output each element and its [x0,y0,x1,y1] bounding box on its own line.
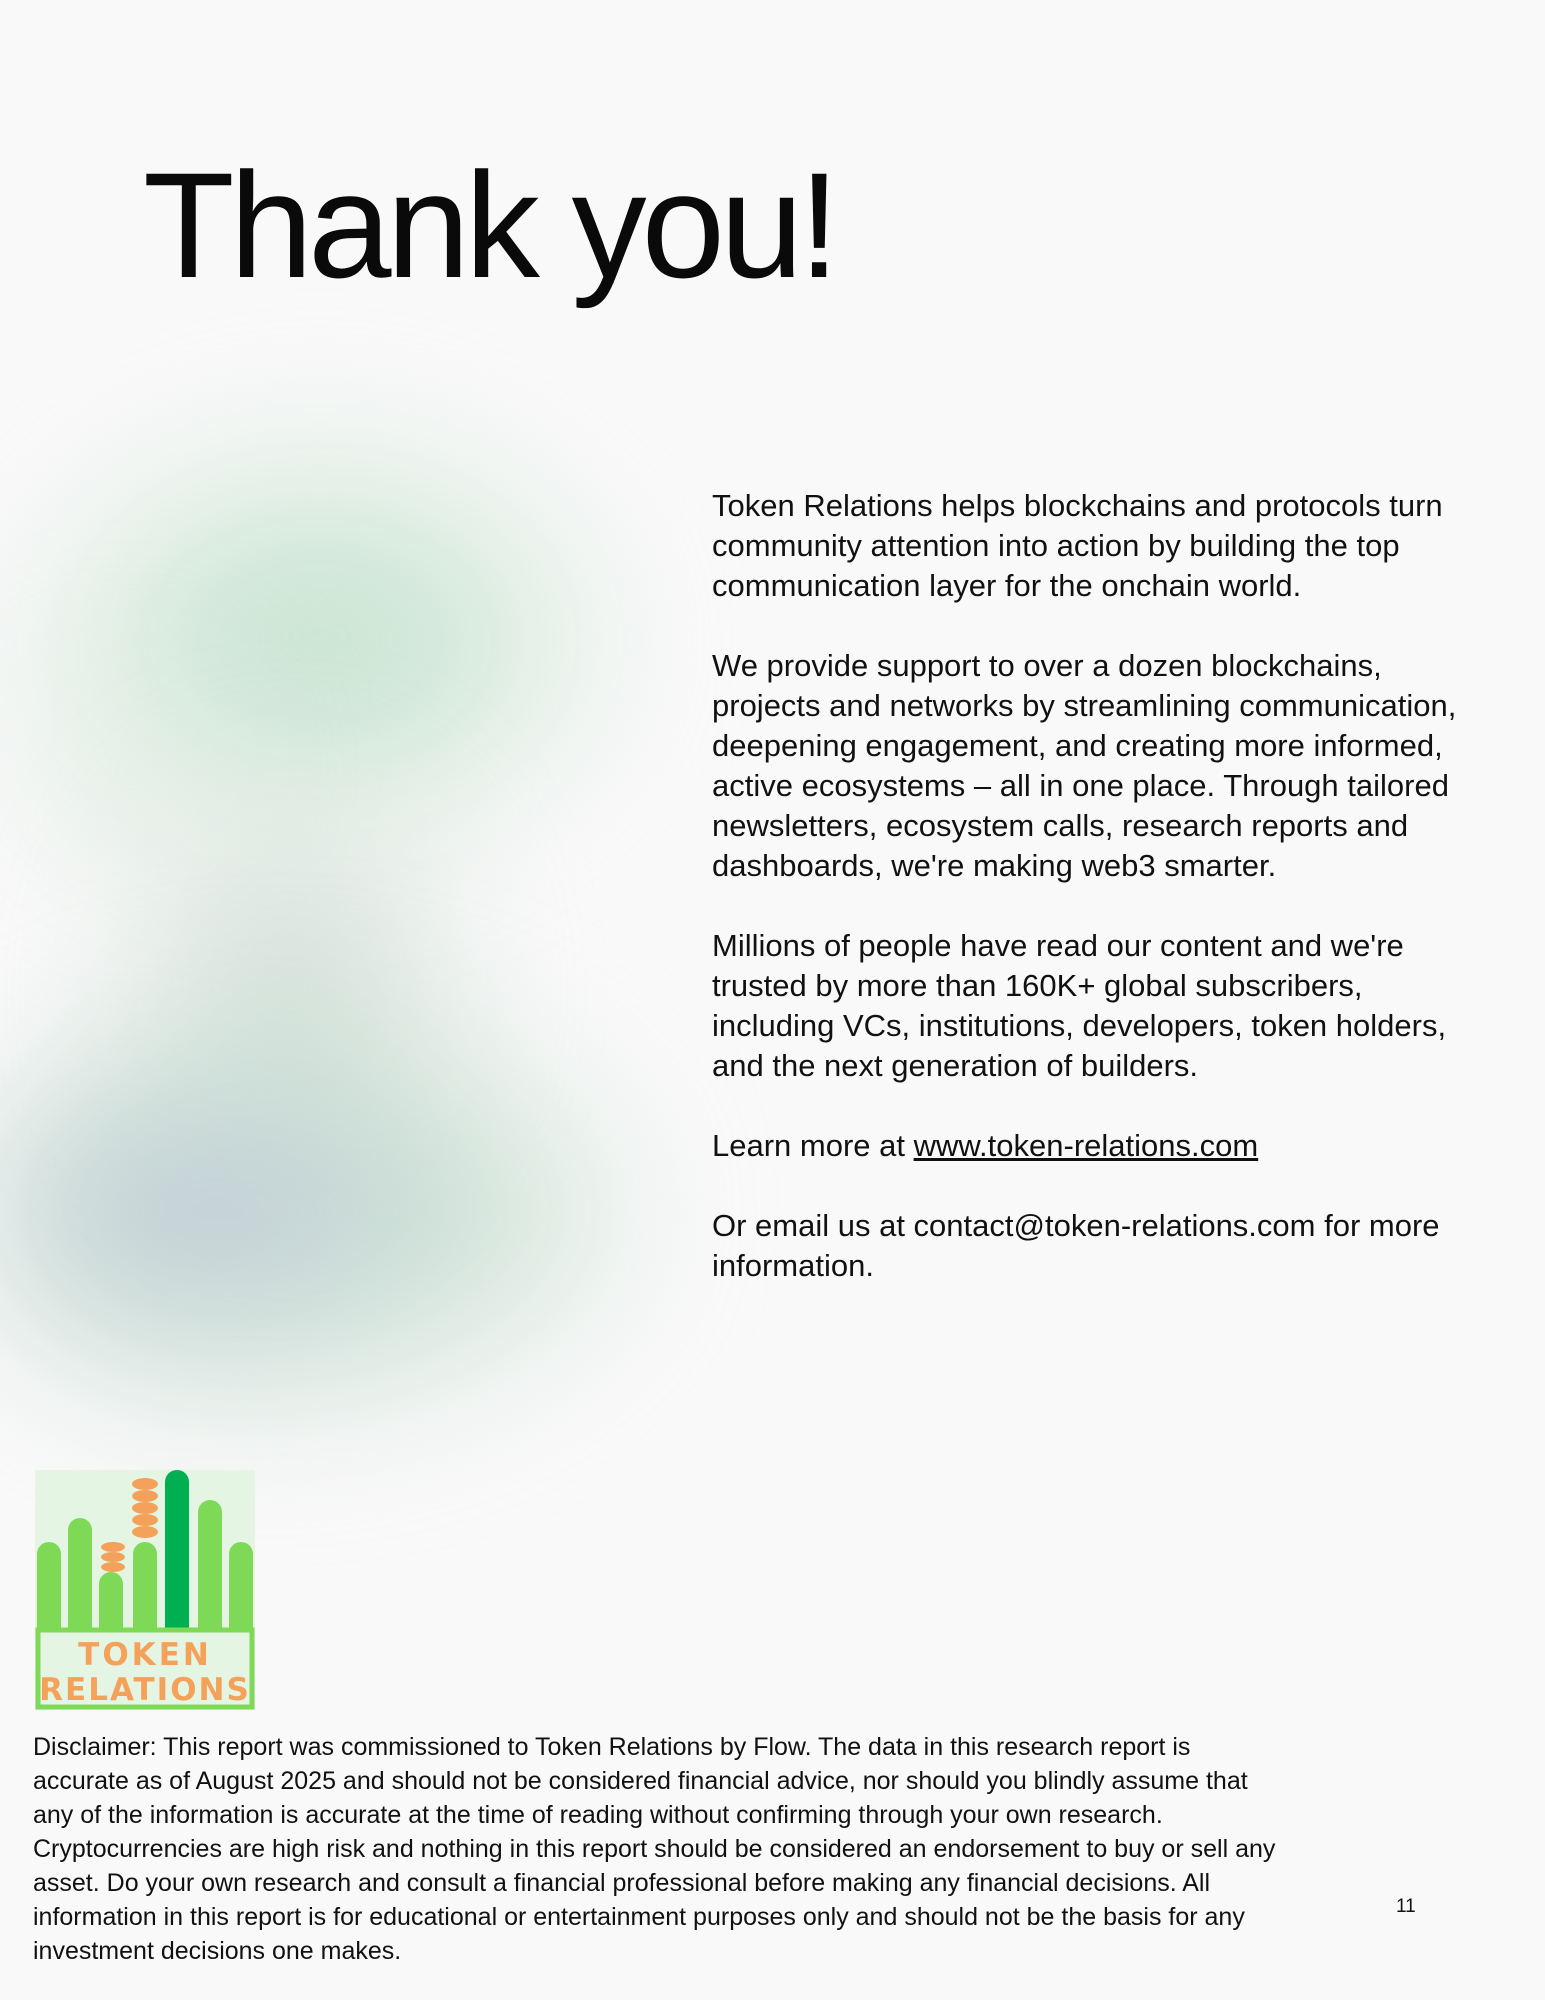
token-relations-logo [35,1470,255,1710]
logo-text-line2: RELATIONS [39,1672,251,1708]
background-gradient-blob [20,430,620,850]
logo-bar [133,1542,157,1642]
coin-stack-icon [101,1542,125,1572]
coin-stack-icon [132,1478,158,1538]
learn-more-paragraph [712,1126,1482,1166]
logo-bar [165,1470,189,1642]
logo-bar [229,1542,253,1642]
reach-paragraph: Millions of people have read our content and we're trusted by more than 160K+ global subscribers, including VCs, institutions, developers, token holders, and the next generation of builders. [712,928,1447,1083]
learn-more-label: Learn more at [712,1128,914,1163]
email-paragraph: Or email us at contact@token-relations.com for more information. [712,1208,1440,1283]
background-gradient-blob [120,780,460,1200]
page-title: Thank you! [143,141,836,309]
support-paragraph: We provide support to over a dozen blockchains, projects and networks by streamlining communication, deepening engagement, and creating more informed, active ecosystems – all in one place. Through tailored newsletters, ecosystem calls, research reports and dashboards, we're making web3 smarter. [712,648,1457,883]
page-number: 11 [1396,1896,1416,1917]
logo-text-line1: TOKEN [78,1637,212,1673]
disclaimer-text: Disclaimer: This report was commissioned to Token Relations by Flow. The data in this research report is accurate as of August 2025 and should not be considered financial advice, nor should you blindly assume that any of the information is accurate at the time of reading without confirming through your own research. Cryptocurrencies are high risk and nothing in this report should be considered an endorsement to buy or sell any asset. Do your own research and consult a financial professional before making any financial decisions. All information in this report is for educational or entertainment purposes only and should not be the basis for any investment decisions one makes. [33,1733,1276,1965]
body-text [712,486,1482,1326]
intro-paragraph: Token Relations helps blockchains and protocols turn community attention into action by building the top communication layer for the onchain world. [712,488,1443,603]
background-gradient-blob [0,640,260,900]
logo-bar [198,1500,222,1642]
logo-bar [68,1518,92,1642]
logo-bar [37,1542,61,1642]
background-gradient-blob [0,1000,640,1420]
website-link[interactable]: www.token-relations.com [913,1128,1259,1163]
